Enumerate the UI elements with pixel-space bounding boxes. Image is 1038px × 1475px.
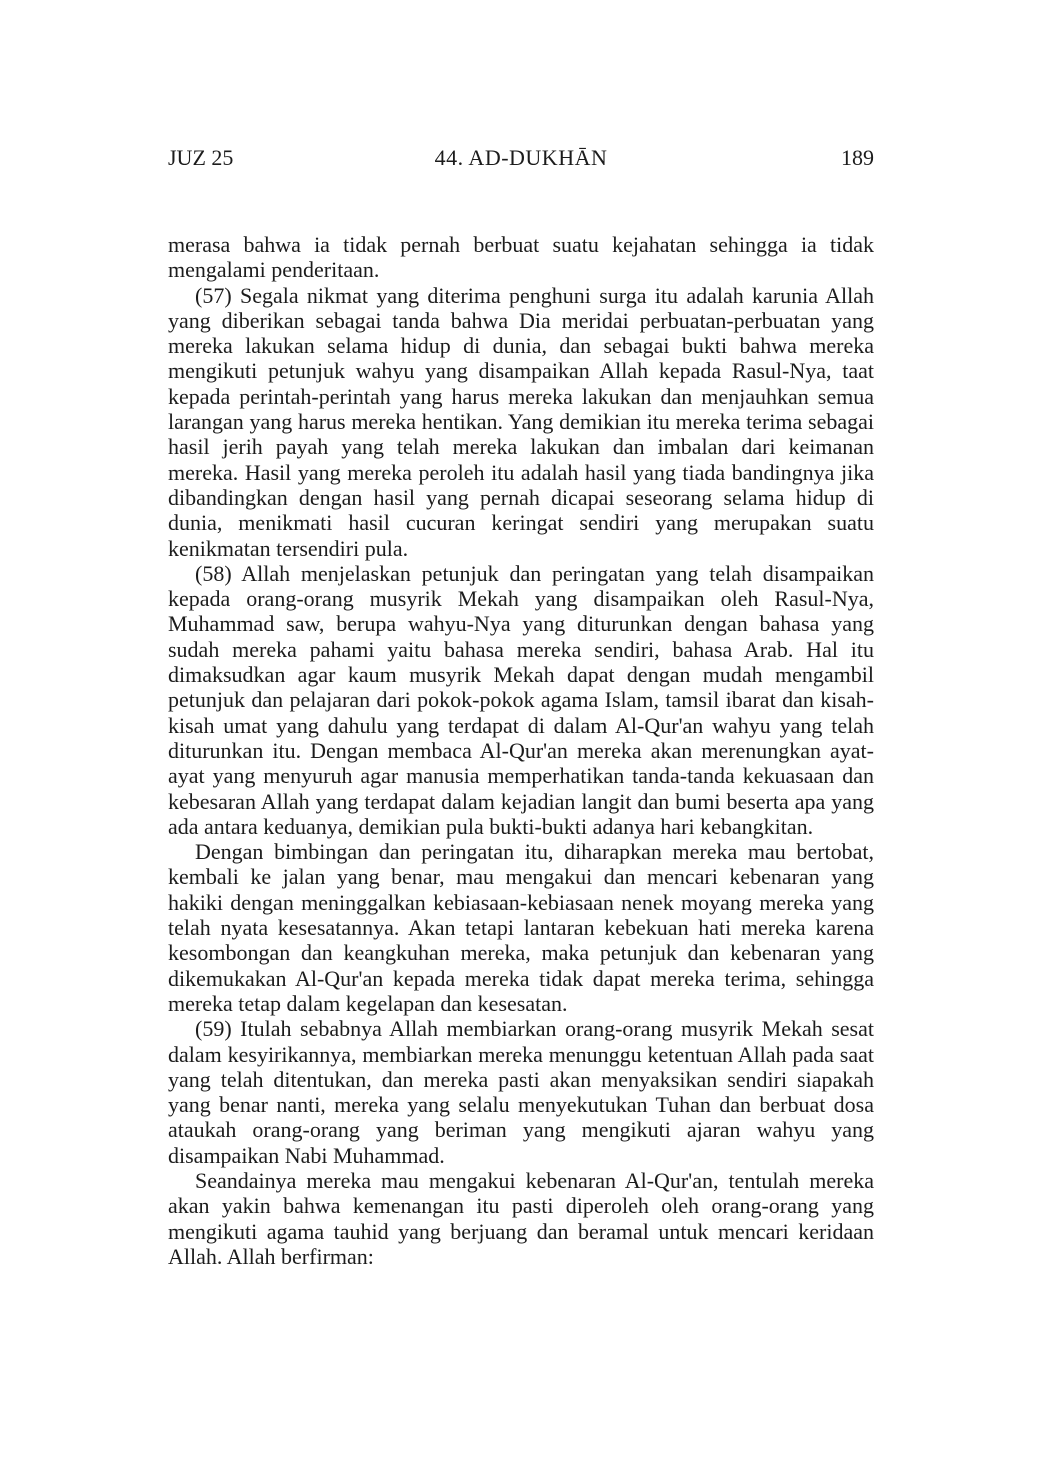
paragraph-verse-58: (58) Allah menjelaskan petunjuk dan peringatan yang telah disampaikan kepada orang-orang musyrik Mekah yang disampaikan oleh Rasul-Nya, Muhammad saw, berupa wahyu-Nya yang diturunkan dengan bahasa yang sudah mereka pahami yaitu bahasa mereka sendiri, bahasa Arab. Hal itu dimaksudkan agar kaum musyrik Mekah dapat dengan mudah mengambil petunjuk dan pelajaran dari pokok-pokok agama Islam, tamsil ibarat dan kisah-kisah umat yang dahulu yang terdapat di dalam Al-Qur'an wahyu yang telah diturunkan itu. Dengan membaca Al-Qur'an mereka akan merenungkan ayat-ayat yang menyuruh agar manusia memperhatikan tanda-tanda kekuasaan dan kebesaran Allah yang terdapat dalam kejadian langit dan bumi beserta apa yang ada antara keduanya, demikian pula bukti-bukti adanya hari kebangkitan. — [168, 560, 874, 839]
page-header — [168, 145, 874, 171]
juz-label: JUZ 25 — [168, 145, 234, 170]
page-content — [168, 145, 874, 1269]
paragraph-guidance: Dengan bimbingan dan peringatan itu, diharapkan mereka mau bertobat, kembali ke jalan yang benar, mau mengakui dan mencari kebenaran yang hakiki dengan meninggalkan kebiasaan-kebiasaan nenek moyang mereka yang telah nyata kesesatannya. Akan tetapi lantaran kebekuan hati mereka karena kesombongan dan keangkuhan mereka, maka petunjuk dan kebenaran yang dikemukakan Al-Qur'an kepada mereka tidak dapat mereka terima, sehingga mereka tetap dalam kegelapan dan kesesatan. — [168, 839, 874, 1016]
paragraph-continuation: merasa bahwa ia tidak pernah berbuat suatu kejahatan sehingga ia tidak mengalami penderitaan. — [168, 232, 874, 283]
paragraph-closing: Seandainya mereka mau mengakui kebenaran Al-Qur'an, tentulah mereka akan yakin bahwa kemenangan itu pasti diperoleh oleh orang-orang yang mengikuti agama tauhid yang berjuang dan beramal untuk mencari keridaan Allah. Allah berfirman: — [168, 1167, 874, 1269]
page-number: 189 — [841, 145, 874, 170]
body-text — [168, 232, 874, 1269]
paragraph-verse-59: (59) Itulah sebabnya Allah membiarkan orang-orang musyrik Mekah sesat dalam kesyirikannya, membiarkan mereka menunggu ketentuan Allah pada saat yang telah ditentukan, dan mereka pasti akan menyaksikan sendiri siapakah yang benar nanti, mereka yang selalu menyekutukan Tuhan dan berbuat dosa ataukah orang-orang yang beriman yang mengikuti ajaran wahyu yang disampaikan Nabi Muhammad. — [168, 1016, 874, 1168]
paragraph-verse-57: (57) Segala nikmat yang diterima penghuni surga itu adalah karunia Allah yang diberikan sebagai tanda bahwa Dia meridai perbuatan-perbuatan yang mereka lakukan selama hidup di dunia, dan sebagai bukti bahwa mereka mengikuti petunjuk wahyu yang disampaikan Allah kepada Rasul-Nya, taat kepada perintah-perintah yang harus mereka lakukan dan menjauhkan semua larangan yang harus mereka hentikan. Yang demikian itu mereka terima sebagai hasil jerih payah yang telah mereka lakukan dan imbalan dari keimanan mereka. Hasil yang mereka peroleh itu adalah hasil yang tiada bandingnya jika dibandingkan dengan hasil yang pernah dicapai seseorang selama hidup di dunia, menikmati hasil cucuran keringat sendiri yang merupakan suatu kenikmatan tersendiri pula. — [168, 282, 874, 561]
chapter-title: 44. AD-DUKHĀN — [434, 145, 608, 170]
